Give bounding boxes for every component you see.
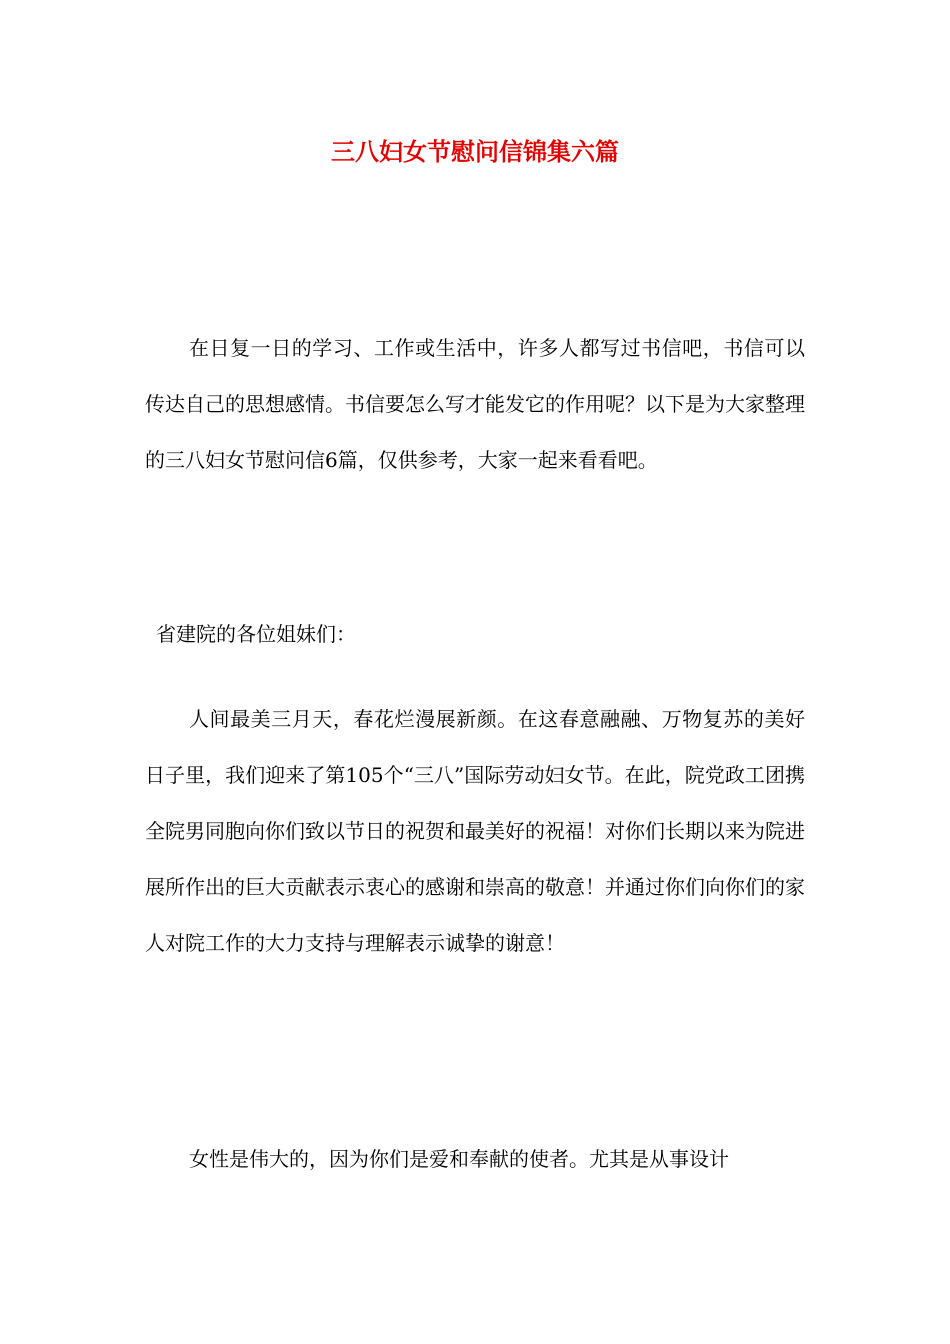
paragraph-intro: 在日复一日的学习、工作或生活中，许多人都写过书信吧，书信可以传达自己的思想感情。书信要怎么写才能发它的作用呢？以下是为大家整理的三八妇女节慰问信6篇，仅供参考，大家一起来看看吧。 (145, 336, 805, 472)
paragraph-women-tribute: 女性是伟大的，因为你们是爱和奉献的使者。尤其是从事设计 (189, 1147, 729, 1171)
document-title: 三八妇女节慰问信锦集六篇 (331, 137, 619, 166)
paragraph-salutation: 省建院的各位姐妹们： (156, 622, 356, 646)
paragraph-greeting: 人间最美三月天，春花烂漫展新颜。在这春意融融、万物复苏的美好日子里，我们迎来了第105个“三八”国际劳动妇女节。在此，院党政工团携全院男同胞向你们致以节日的祝贺和最美好的祝福！对你们长期以来为院进展所作出的巨大贡献表示衷心的感谢和崇高的敬意！并通过你们向你们的家人对院工作的大力支持与理解表示诚挚的谢意！ (145, 707, 805, 955)
